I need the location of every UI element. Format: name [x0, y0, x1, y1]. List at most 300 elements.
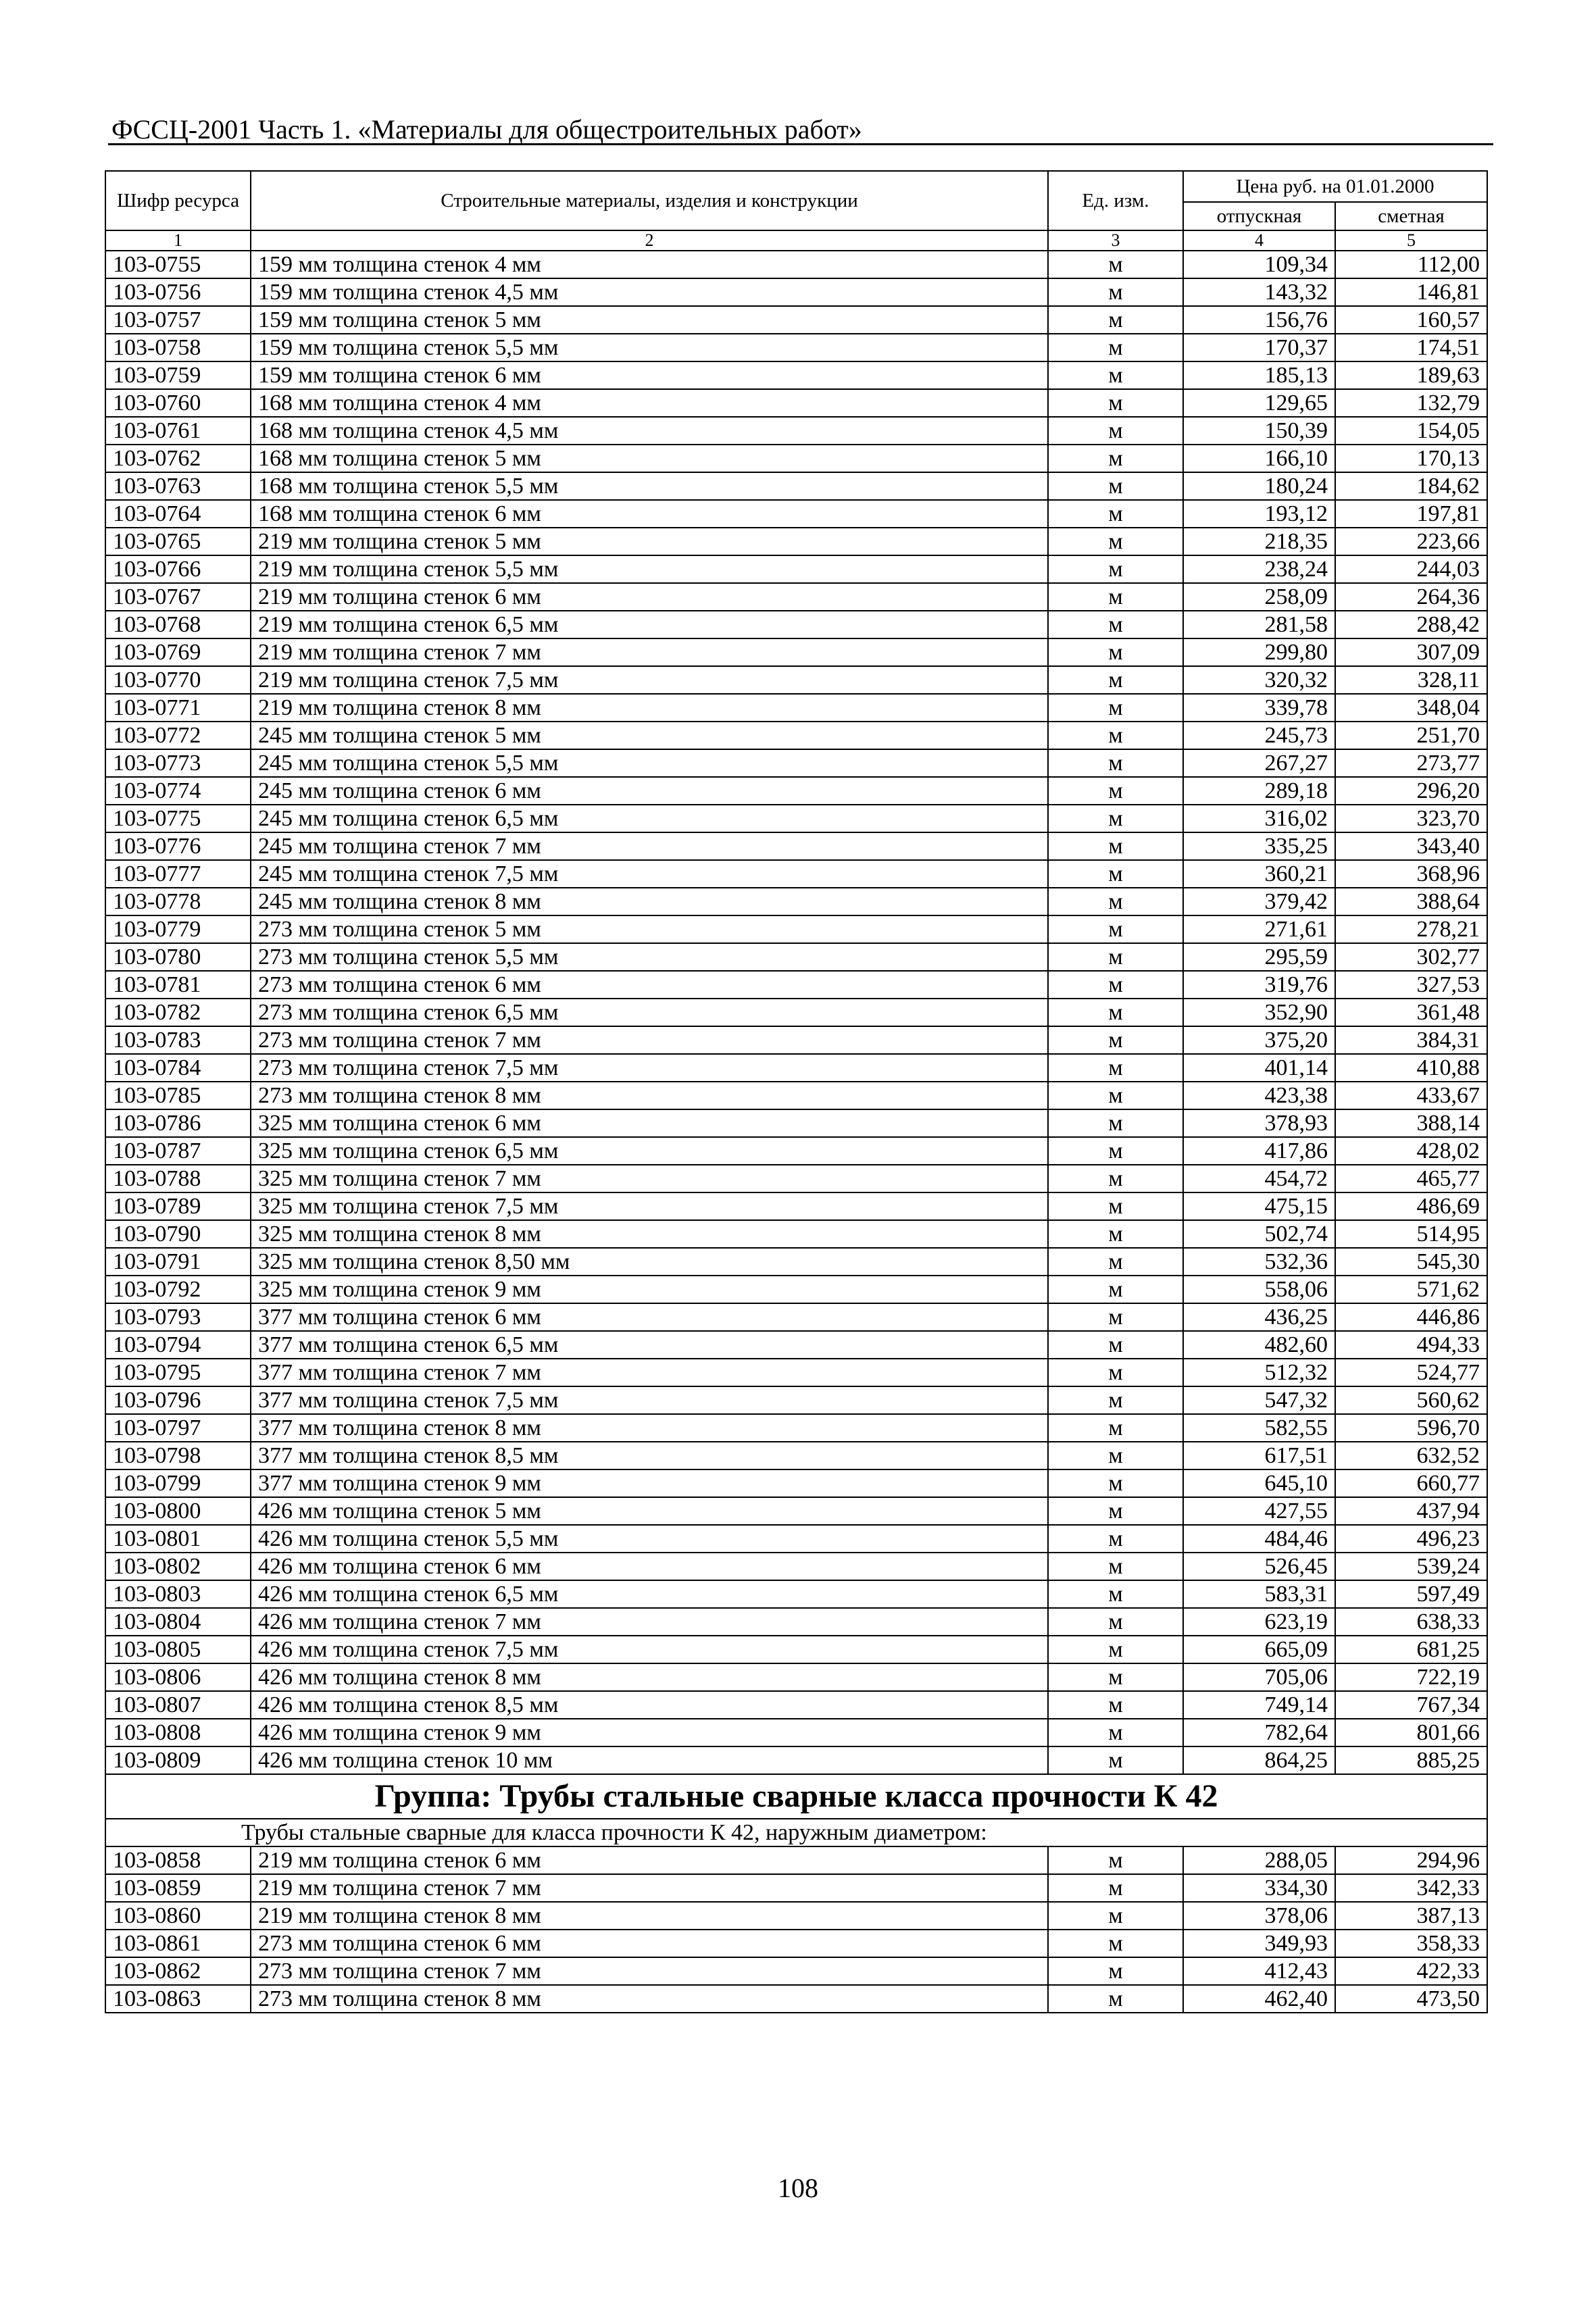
- table-row: [105, 1220, 1487, 1248]
- estimate-price: 288,42: [1335, 611, 1487, 638]
- estimate-price: 244,03: [1335, 555, 1487, 583]
- unit: м: [1048, 1082, 1183, 1109]
- table-row: [105, 1109, 1487, 1137]
- estimate-price: 524,77: [1335, 1359, 1487, 1386]
- table-row: [105, 1192, 1487, 1220]
- estimate-price: 307,09: [1335, 638, 1487, 666]
- material-name: 159 мм толщина стенок 6 мм: [251, 361, 1048, 389]
- table-row: [105, 472, 1487, 500]
- table-row: [105, 722, 1487, 749]
- table-row: [105, 1497, 1487, 1525]
- table-row: [105, 860, 1487, 888]
- unit: м: [1048, 888, 1183, 915]
- unit: м: [1048, 611, 1183, 638]
- unit: м: [1048, 749, 1183, 777]
- release-price: 436,25: [1183, 1303, 1335, 1331]
- release-price: 379,42: [1183, 888, 1335, 915]
- material-name: 273 мм толщина стенок 6 мм: [251, 1930, 1048, 1957]
- unit: м: [1048, 1137, 1183, 1165]
- estimate-price: 560,62: [1335, 1386, 1487, 1414]
- resource-code: 103-0807: [105, 1691, 251, 1719]
- resource-code: 103-0783: [105, 1026, 251, 1054]
- release-price: 352,90: [1183, 999, 1335, 1026]
- estimate-price: 184,62: [1335, 472, 1487, 500]
- unit: м: [1048, 638, 1183, 666]
- table-row: [105, 1985, 1487, 2013]
- estimate-price: 154,05: [1335, 417, 1487, 445]
- release-price: 482,60: [1183, 1331, 1335, 1359]
- estimate-price: 223,66: [1335, 528, 1487, 555]
- material-name: 159 мм толщина стенок 5,5 мм: [251, 334, 1048, 361]
- material-name: 325 мм толщина стенок 6,5 мм: [251, 1137, 1048, 1165]
- material-name: 245 мм толщина стенок 7,5 мм: [251, 860, 1048, 888]
- release-price: 193,12: [1183, 500, 1335, 528]
- resource-code: 103-0764: [105, 500, 251, 528]
- header-price-group: Цена руб. на 01.01.2000: [1183, 171, 1487, 202]
- estimate-price: 273,77: [1335, 749, 1487, 777]
- material-name: 426 мм толщина стенок 5,5 мм: [251, 1525, 1048, 1553]
- estimate-price: 174,51: [1335, 334, 1487, 361]
- table-row: [105, 1276, 1487, 1303]
- unit: м: [1048, 445, 1183, 472]
- table-row: [105, 1553, 1487, 1580]
- resource-code: 103-0788: [105, 1165, 251, 1192]
- unit: м: [1048, 694, 1183, 722]
- table-row: [105, 445, 1487, 472]
- resource-code: 103-0859: [105, 1874, 251, 1902]
- release-price: 526,45: [1183, 1553, 1335, 1580]
- unit: м: [1048, 777, 1183, 805]
- material-name: 159 мм толщина стенок 4,5 мм: [251, 278, 1048, 306]
- resource-code: 103-0776: [105, 832, 251, 860]
- release-price: 484,46: [1183, 1525, 1335, 1553]
- material-name: 219 мм толщина стенок 6 мм: [251, 1846, 1048, 1874]
- material-name: 219 мм толщина стенок 7 мм: [251, 638, 1048, 666]
- material-name: 219 мм толщина стенок 7 мм: [251, 1874, 1048, 1902]
- resource-code: 103-0771: [105, 694, 251, 722]
- table-row: [105, 1414, 1487, 1442]
- resource-code: 103-0861: [105, 1930, 251, 1957]
- resource-code: 103-0758: [105, 334, 251, 361]
- material-name: 426 мм толщина стенок 8 мм: [251, 1663, 1048, 1691]
- table-row: [105, 1248, 1487, 1276]
- material-name: 426 мм толщина стенок 6 мм: [251, 1553, 1048, 1580]
- resource-code: 103-0760: [105, 389, 251, 417]
- table-row: [105, 638, 1487, 666]
- table-row: [105, 278, 1487, 306]
- table-row: [105, 1719, 1487, 1746]
- release-price: 617,51: [1183, 1442, 1335, 1469]
- resource-code: 103-0785: [105, 1082, 251, 1109]
- col-number: 1: [105, 230, 251, 251]
- resource-code: 103-0798: [105, 1442, 251, 1469]
- estimate-price: 146,81: [1335, 278, 1487, 306]
- estimate-price: 638,33: [1335, 1608, 1487, 1636]
- unit: м: [1048, 334, 1183, 361]
- release-price: 166,10: [1183, 445, 1335, 472]
- unit: м: [1048, 666, 1183, 694]
- release-price: 316,02: [1183, 805, 1335, 832]
- release-price: 109,34: [1183, 251, 1335, 278]
- release-price: 417,86: [1183, 1137, 1335, 1165]
- release-price: 156,76: [1183, 306, 1335, 334]
- unit: м: [1048, 1580, 1183, 1608]
- material-name: 273 мм толщина стенок 8 мм: [251, 1082, 1048, 1109]
- material-name: 219 мм толщина стенок 8 мм: [251, 1902, 1048, 1930]
- unit: м: [1048, 1331, 1183, 1359]
- release-price: 289,18: [1183, 777, 1335, 805]
- material-name: 426 мм толщина стенок 7 мм: [251, 1608, 1048, 1636]
- material-name: 168 мм толщина стенок 6 мм: [251, 500, 1048, 528]
- resource-code: 103-0781: [105, 971, 251, 999]
- unit: м: [1048, 251, 1183, 278]
- table-row: [105, 1026, 1487, 1054]
- unit: м: [1048, 278, 1183, 306]
- unit: м: [1048, 1902, 1183, 1930]
- table-row: [105, 1663, 1487, 1691]
- release-price: 258,09: [1183, 583, 1335, 611]
- table-row: [105, 1636, 1487, 1663]
- resource-code: 103-0762: [105, 445, 251, 472]
- table-row: [105, 971, 1487, 999]
- resource-code: 103-0796: [105, 1386, 251, 1414]
- resource-code: 103-0806: [105, 1663, 251, 1691]
- resource-code: 103-0789: [105, 1192, 251, 1220]
- resource-code: 103-0774: [105, 777, 251, 805]
- material-name: 273 мм толщина стенок 6 мм: [251, 971, 1048, 999]
- unit: м: [1048, 1469, 1183, 1497]
- estimate-price: 632,52: [1335, 1442, 1487, 1469]
- table-row: [105, 1608, 1487, 1636]
- material-name: 426 мм толщина стенок 10 мм: [251, 1746, 1048, 1774]
- material-name: 219 мм толщина стенок 8 мм: [251, 694, 1048, 722]
- material-name: 168 мм толщина стенок 5 мм: [251, 445, 1048, 472]
- resource-code: 103-0787: [105, 1137, 251, 1165]
- resource-code: 103-0775: [105, 805, 251, 832]
- estimate-price: 722,19: [1335, 1663, 1487, 1691]
- resource-code: 103-0809: [105, 1746, 251, 1774]
- unit: м: [1048, 555, 1183, 583]
- price-table: [105, 170, 1488, 2013]
- unit: м: [1048, 1636, 1183, 1663]
- release-price: 558,06: [1183, 1276, 1335, 1303]
- table-row: [105, 749, 1487, 777]
- table-row: [105, 999, 1487, 1026]
- estimate-price: 170,13: [1335, 445, 1487, 472]
- material-name: 219 мм толщина стенок 5,5 мм: [251, 555, 1048, 583]
- unit: м: [1048, 1165, 1183, 1192]
- estimate-price: 494,33: [1335, 1331, 1487, 1359]
- release-price: 623,19: [1183, 1608, 1335, 1636]
- material-name: 325 мм толщина стенок 8,50 мм: [251, 1248, 1048, 1276]
- resource-code: 103-0793: [105, 1303, 251, 1331]
- unit: м: [1048, 1414, 1183, 1442]
- release-price: 705,06: [1183, 1663, 1335, 1691]
- resource-code: 103-0803: [105, 1580, 251, 1608]
- release-price: 547,32: [1183, 1386, 1335, 1414]
- release-price: 378,06: [1183, 1902, 1335, 1930]
- release-price: 665,09: [1183, 1636, 1335, 1663]
- resource-code: 103-0791: [105, 1248, 251, 1276]
- estimate-price: 294,96: [1335, 1846, 1487, 1874]
- header-rule: [108, 143, 1493, 145]
- unit: м: [1048, 1691, 1183, 1719]
- estimate-price: 387,13: [1335, 1902, 1487, 1930]
- release-price: 320,32: [1183, 666, 1335, 694]
- unit: м: [1048, 1359, 1183, 1386]
- resource-code: 103-0799: [105, 1469, 251, 1497]
- header-name: Строительные материалы, изделия и конструкции: [251, 171, 1048, 230]
- release-price: 150,39: [1183, 417, 1335, 445]
- unit: м: [1048, 1874, 1183, 1902]
- table-row: [105, 694, 1487, 722]
- estimate-price: 596,70: [1335, 1414, 1487, 1442]
- release-price: 180,24: [1183, 472, 1335, 500]
- estimate-price: 160,57: [1335, 306, 1487, 334]
- material-name: 426 мм толщина стенок 8,5 мм: [251, 1691, 1048, 1719]
- resource-code: 103-0800: [105, 1497, 251, 1525]
- material-name: 325 мм толщина стенок 7,5 мм: [251, 1192, 1048, 1220]
- resource-code: 103-0766: [105, 555, 251, 583]
- material-name: 325 мм толщина стенок 8 мм: [251, 1220, 1048, 1248]
- estimate-price: 428,02: [1335, 1137, 1487, 1165]
- unit: м: [1048, 1663, 1183, 1691]
- material-name: 325 мм толщина стенок 9 мм: [251, 1276, 1048, 1303]
- table-row: [105, 306, 1487, 334]
- release-price: 129,65: [1183, 389, 1335, 417]
- resource-code: 103-0808: [105, 1719, 251, 1746]
- release-price: 185,13: [1183, 361, 1335, 389]
- unit: м: [1048, 1525, 1183, 1553]
- material-name: 273 мм толщина стенок 7 мм: [251, 1026, 1048, 1054]
- estimate-price: 422,33: [1335, 1957, 1487, 1985]
- table-row: [105, 611, 1487, 638]
- release-price: 532,36: [1183, 1248, 1335, 1276]
- unit: м: [1048, 528, 1183, 555]
- release-price: 782,64: [1183, 1719, 1335, 1746]
- release-price: 170,37: [1183, 334, 1335, 361]
- estimate-price: 343,40: [1335, 832, 1487, 860]
- table-row: [105, 832, 1487, 860]
- material-name: 245 мм толщина стенок 7 мм: [251, 832, 1048, 860]
- resource-code: 103-0801: [105, 1525, 251, 1553]
- unit: м: [1048, 1608, 1183, 1636]
- unit: м: [1048, 1192, 1183, 1220]
- release-price: 401,14: [1183, 1054, 1335, 1082]
- unit: м: [1048, 1957, 1183, 1985]
- material-name: 426 мм толщина стенок 9 мм: [251, 1719, 1048, 1746]
- table-row: [105, 1054, 1487, 1082]
- material-name: 219 мм толщина стенок 7,5 мм: [251, 666, 1048, 694]
- resource-code: 103-0768: [105, 611, 251, 638]
- unit: м: [1048, 971, 1183, 999]
- unit: м: [1048, 306, 1183, 334]
- table-row: [105, 1137, 1487, 1165]
- material-name: 377 мм толщина стенок 6,5 мм: [251, 1331, 1048, 1359]
- table-row: [105, 1442, 1487, 1469]
- unit: м: [1048, 1719, 1183, 1746]
- unit: м: [1048, 583, 1183, 611]
- estimate-price: 514,95: [1335, 1220, 1487, 1248]
- material-name: 377 мм толщина стенок 8 мм: [251, 1414, 1048, 1442]
- table-row: [105, 1386, 1487, 1414]
- estimate-price: 660,77: [1335, 1469, 1487, 1497]
- table-row: [105, 1580, 1487, 1608]
- table-row: [105, 1691, 1487, 1719]
- header-unit: Ед. изм.: [1048, 171, 1183, 230]
- material-name: 159 мм толщина стенок 4 мм: [251, 251, 1048, 278]
- table-row: [105, 1846, 1487, 1874]
- resource-code: 103-0860: [105, 1902, 251, 1930]
- table-row: [105, 1331, 1487, 1359]
- resource-code: 103-0765: [105, 528, 251, 555]
- release-price: 334,30: [1183, 1874, 1335, 1902]
- resource-code: 103-0773: [105, 749, 251, 777]
- table-row: [105, 500, 1487, 528]
- table-row: [105, 555, 1487, 583]
- material-name: 273 мм толщина стенок 5 мм: [251, 915, 1048, 943]
- header-release-price: отпускная: [1183, 202, 1335, 230]
- material-name: 245 мм толщина стенок 8 мм: [251, 888, 1048, 915]
- release-price: 864,25: [1183, 1746, 1335, 1774]
- release-price: 267,27: [1183, 749, 1335, 777]
- estimate-price: 681,25: [1335, 1636, 1487, 1663]
- resource-code: 103-0770: [105, 666, 251, 694]
- unit: м: [1048, 943, 1183, 971]
- estimate-price: 327,53: [1335, 971, 1487, 999]
- estimate-price: 328,11: [1335, 666, 1487, 694]
- release-price: 319,76: [1183, 971, 1335, 999]
- table-row: [105, 1902, 1487, 1930]
- unit: м: [1048, 1386, 1183, 1414]
- resource-code: 103-0862: [105, 1957, 251, 1985]
- resource-code: 103-0792: [105, 1276, 251, 1303]
- unit: м: [1048, 1026, 1183, 1054]
- release-price: 299,80: [1183, 638, 1335, 666]
- material-name: 245 мм толщина стенок 6 мм: [251, 777, 1048, 805]
- estimate-price: 473,50: [1335, 1985, 1487, 2013]
- unit: м: [1048, 1276, 1183, 1303]
- resource-code: 103-0767: [105, 583, 251, 611]
- resource-code: 103-0757: [105, 306, 251, 334]
- material-name: 426 мм толщина стенок 6,5 мм: [251, 1580, 1048, 1608]
- unit: м: [1048, 1303, 1183, 1331]
- release-price: 475,15: [1183, 1192, 1335, 1220]
- material-name: 219 мм толщина стенок 6,5 мм: [251, 611, 1048, 638]
- release-price: 423,38: [1183, 1082, 1335, 1109]
- release-price: 143,32: [1183, 278, 1335, 306]
- group-title-row: [105, 1774, 1487, 1819]
- unit: м: [1048, 1746, 1183, 1774]
- resource-code: 103-0772: [105, 722, 251, 749]
- estimate-price: 767,34: [1335, 1691, 1487, 1719]
- table-header-row: [105, 171, 1487, 202]
- estimate-price: 433,67: [1335, 1082, 1487, 1109]
- estimate-price: 446,86: [1335, 1303, 1487, 1331]
- material-name: 377 мм толщина стенок 9 мм: [251, 1469, 1048, 1497]
- release-price: 360,21: [1183, 860, 1335, 888]
- material-name: 273 мм толщина стенок 8 мм: [251, 1985, 1048, 2013]
- table-row: [105, 1525, 1487, 1553]
- table-row: [105, 1957, 1487, 1985]
- table-row: [105, 805, 1487, 832]
- resource-code: 103-0858: [105, 1846, 251, 1874]
- resource-code: 103-0804: [105, 1608, 251, 1636]
- resource-code: 103-0759: [105, 361, 251, 389]
- table-row: [105, 389, 1487, 417]
- unit: м: [1048, 1497, 1183, 1525]
- estimate-price: 348,04: [1335, 694, 1487, 722]
- material-name: 273 мм толщина стенок 7 мм: [251, 1957, 1048, 1985]
- table-row: [105, 251, 1487, 278]
- estimate-price: 296,20: [1335, 777, 1487, 805]
- unit: м: [1048, 472, 1183, 500]
- release-price: 245,73: [1183, 722, 1335, 749]
- table-row: [105, 1359, 1487, 1386]
- estimate-price: 486,69: [1335, 1192, 1487, 1220]
- unit: м: [1048, 722, 1183, 749]
- resource-code: 103-0786: [105, 1109, 251, 1137]
- estimate-price: 264,36: [1335, 583, 1487, 611]
- estimate-price: 496,23: [1335, 1525, 1487, 1553]
- table-row: [105, 666, 1487, 694]
- table-row: [105, 1165, 1487, 1192]
- unit: м: [1048, 1109, 1183, 1137]
- release-price: 281,58: [1183, 611, 1335, 638]
- table-row: [105, 1303, 1487, 1331]
- resource-code: 103-0780: [105, 943, 251, 971]
- release-price: 454,72: [1183, 1165, 1335, 1192]
- table-row: [105, 417, 1487, 445]
- material-name: 377 мм толщина стенок 7,5 мм: [251, 1386, 1048, 1414]
- estimate-price: 302,77: [1335, 943, 1487, 971]
- resource-code: 103-0769: [105, 638, 251, 666]
- group-subtitle: Трубы стальные сварные для класса прочности К 42, наружным диаметром:: [105, 1819, 1487, 1846]
- resource-code: 103-0763: [105, 472, 251, 500]
- resource-code: 103-0761: [105, 417, 251, 445]
- release-price: 512,32: [1183, 1359, 1335, 1386]
- resource-code: 103-0755: [105, 251, 251, 278]
- material-name: 377 мм толщина стенок 8,5 мм: [251, 1442, 1048, 1469]
- release-price: 238,24: [1183, 555, 1335, 583]
- resource-code: 103-0756: [105, 278, 251, 306]
- table-row: [105, 1746, 1487, 1774]
- estimate-price: 323,70: [1335, 805, 1487, 832]
- estimate-price: 197,81: [1335, 500, 1487, 528]
- material-name: 245 мм толщина стенок 5,5 мм: [251, 749, 1048, 777]
- unit: м: [1048, 1054, 1183, 1082]
- resource-code: 103-0777: [105, 860, 251, 888]
- estimate-price: 885,25: [1335, 1746, 1487, 1774]
- unit: м: [1048, 1248, 1183, 1276]
- group-subtitle-row: [105, 1819, 1487, 1846]
- estimate-price: 539,24: [1335, 1553, 1487, 1580]
- estimate-price: 112,00: [1335, 251, 1487, 278]
- col-number: 2: [251, 230, 1048, 251]
- release-price: 749,14: [1183, 1691, 1335, 1719]
- release-price: 271,61: [1183, 915, 1335, 943]
- material-name: 168 мм толщина стенок 5,5 мм: [251, 472, 1048, 500]
- material-name: 245 мм толщина стенок 6,5 мм: [251, 805, 1048, 832]
- resource-code: 103-0795: [105, 1359, 251, 1386]
- resource-code: 103-0805: [105, 1636, 251, 1663]
- estimate-price: 251,70: [1335, 722, 1487, 749]
- estimate-price: 384,31: [1335, 1026, 1487, 1054]
- estimate-price: 189,63: [1335, 361, 1487, 389]
- group-title: Группа: Трубы стальные сварные класса прочности К 42: [105, 1774, 1487, 1819]
- estimate-price: 278,21: [1335, 915, 1487, 943]
- material-name: 245 мм толщина стенок 5 мм: [251, 722, 1048, 749]
